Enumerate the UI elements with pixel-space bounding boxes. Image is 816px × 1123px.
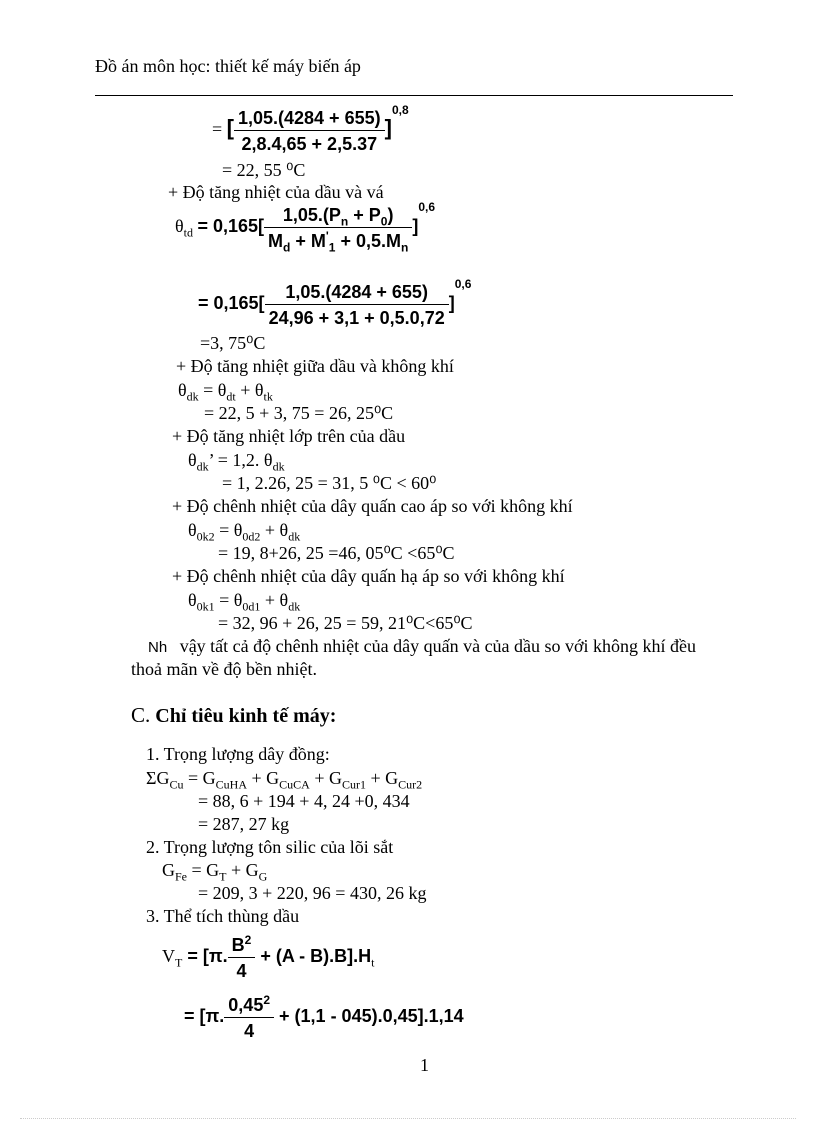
item-2-line-2: = 209, 3 + 220, 96 = 430, 26 kg: [198, 883, 427, 903]
item-2-formula: $G_{Fe} = G_T + G_G$: [162, 860, 268, 884]
item-1-line-3: = 287, 27 kg: [198, 814, 290, 834]
hv-winding-heading: + Độ chênh nhiệt của dây quấn cao áp so với không khí: [172, 496, 573, 516]
header-divider: [95, 95, 733, 96]
vt-formula: $V_T = [\pi$. $\frac{B^2}{4}$ + $(A - B).B].H_t$: [162, 933, 375, 981]
item-1-formula: $\Sigma G_{Cu} = G_{CuHA} + G_{CuCA} + G_{Cur1} + G_{Cur2}$: [146, 768, 423, 792]
equation-2: = 0,165[ $\frac{1,05.(4284 + 655)}{24,96 + 3,1 + 0,5.0,72}$ ]$^{0,6}$: [198, 277, 472, 328]
vt-fraction: $\frac{B^2}{4}$: [228, 935, 256, 981]
page-number: 1: [420, 1055, 429, 1075]
top-oil-value: = 1, 2.26, 25 = 31, 5 ⁰C < 60⁰: [222, 473, 437, 493]
lv-winding-value: = 32, 96 + 26, 25 = 59, 21⁰C<65⁰C: [218, 613, 473, 633]
theta-td-fraction: $\frac{1,05.(P_n + P_0)}{M_d + M'_1 + 0,5.M_n}$: [264, 205, 412, 251]
top-oil-formula: $\theta_{dk}$’ = 1,2. $\theta_{dk}$: [188, 450, 285, 474]
theta-dk-value: = 22, 5 + 3, 75 = 26, 25⁰C: [204, 403, 394, 423]
equation-2-fraction: $\frac{1,05.(4284 + 655)}{24,96 + 3,1 + 0,5.0,72}$: [265, 282, 449, 328]
equation-2-result: =3, 75⁰C: [200, 333, 266, 353]
vt-value-fraction: $\frac{0,45^2}{4}$: [224, 995, 274, 1041]
theta-td-formula: $\theta_{td} = 0,165$[ $\frac{1,05.(P_n + P_0)}{M_d + M'_1 + 0,5.M_n}$ ]$^{0,6}$: [175, 200, 435, 255]
top-oil-heading: + Độ tăng nhiệt lớp trên của dầu: [172, 426, 406, 446]
conclusion-line-2: thoả mãn về độ bền nhiệt.: [131, 659, 317, 679]
conclusion-line-1: Nh vậy tất cả độ chênh nhiệt của dây quấn và của dầu so với không khí đều: [148, 636, 697, 656]
oil-air-heading: + Độ tăng nhiệt giữa dầu và không khí: [176, 356, 454, 376]
theta-dk-formula: $\theta_{dk} = \theta_{dt} + \theta_{tk}$: [178, 380, 273, 404]
footer-divider: [20, 1118, 796, 1119]
vt-value-formula: = [π. $\frac{0,45^2}{4}$ + (1,1 - 045).0,45].1,14: [184, 993, 464, 1041]
item-2-heading: 2. Trọng lượng tôn silic của lõi sắt: [146, 837, 394, 857]
section-c-title: C. Chỉ tiêu kinh tế máy:: [131, 703, 337, 727]
hv-winding-value: = 19, 8+26, 25 =46, 05⁰C <65⁰C: [218, 543, 455, 563]
item-3-heading: 3. Thể tích thùng dầu: [146, 906, 300, 926]
equation-1-result: = 22, 55 ⁰C: [222, 160, 306, 180]
equation-1: = [ $\frac{1,05.(4284 + 655)}{2,8.4,65 + 2,5.37}$ ]$^{0,8}$: [212, 103, 409, 154]
equation-1-fraction: $\frac{1,05.(4284 + 655)}{2,8.4,65 + 2,5.37}$: [234, 108, 385, 154]
page-header: Đồ án môn học: thiết kế máy biến áp: [95, 56, 361, 76]
hv-winding-formula: $\theta_{0k2} = \theta_{0d2} + \theta_{dk}$: [188, 520, 301, 544]
item-1-heading: 1. Trọng lượng dây đồng:: [146, 744, 330, 764]
oil-tank-heading: + Độ tăng nhiệt của dầu và vá: [168, 182, 384, 202]
lv-winding-heading: + Độ chênh nhiệt của dây quấn hạ áp so với không khí: [172, 566, 565, 586]
item-1-line-2: = 88, 6 + 194 + 4, 24 +0, 434: [198, 791, 410, 811]
lv-winding-formula: $\theta_{0k1} = \theta_{0d1} + \theta_{dk}$: [188, 590, 301, 614]
